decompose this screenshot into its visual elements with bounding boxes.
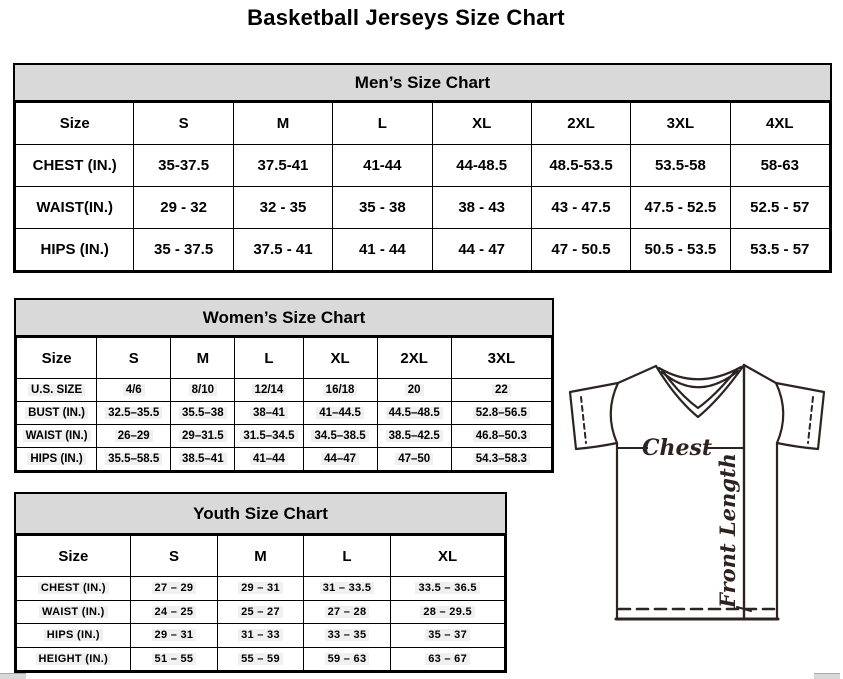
column-header: XL <box>432 103 531 145</box>
row-label: WAIST (IN.) <box>17 600 131 624</box>
size-value-cell: 52.8–56.5 <box>451 402 551 425</box>
table-row <box>16 187 830 229</box>
youth-size-table <box>16 535 505 671</box>
row-label: BUST (IN.) <box>17 402 97 425</box>
size-value-cell: 41–44.5 <box>303 402 377 425</box>
column-header: 3XL <box>631 103 730 145</box>
size-value-cell: 32.5–35.5 <box>97 402 171 425</box>
size-value-cell: 31 – 33 <box>218 624 304 648</box>
size-value-cell: 37.5 - 41 <box>233 229 332 271</box>
size-value-cell: 24 – 25 <box>130 600 218 624</box>
row-label: HEIGHT (IN.) <box>17 647 131 671</box>
jersey-diagram-svg <box>558 355 840 675</box>
jersey-diagram <box>558 355 840 675</box>
column-header: M <box>233 103 332 145</box>
youth-size-chart <box>14 492 507 673</box>
size-value-cell: 47.5 - 52.5 <box>631 187 730 229</box>
size-value-cell: 29 – 31 <box>130 624 218 648</box>
row-label: WAIST (IN.) <box>17 425 97 448</box>
table-row <box>17 402 552 425</box>
size-value-cell: 12/14 <box>235 379 303 402</box>
size-value-cell: 38.5–41 <box>171 448 235 471</box>
size-value-cell: 28 – 29.5 <box>391 600 505 624</box>
column-header: L <box>333 103 432 145</box>
size-value-cell: 58-63 <box>730 145 829 187</box>
youth-chart-title: Youth Size Chart <box>16 494 505 535</box>
size-value-cell: 22 <box>451 379 551 402</box>
column-header: 4XL <box>730 103 829 145</box>
column-header: M <box>171 338 235 379</box>
column-header: Size <box>17 338 97 379</box>
column-header: XL <box>303 338 377 379</box>
size-value-cell: 34.5–38.5 <box>303 425 377 448</box>
row-label: HIPS (IN.) <box>16 229 134 271</box>
size-value-cell: 38–41 <box>235 402 303 425</box>
size-value-cell: 33 – 35 <box>303 624 391 648</box>
size-value-cell: 8/10 <box>171 379 235 402</box>
table-row <box>17 577 505 601</box>
column-header: 2XL <box>531 103 630 145</box>
womens-size-table <box>16 337 552 471</box>
header-row <box>17 338 552 379</box>
row-label: HIPS (IN.) <box>17 624 131 648</box>
page-title: Basketball Jerseys Size Chart <box>247 5 565 30</box>
table-row <box>17 647 505 671</box>
column-header: S <box>130 536 218 577</box>
jersey-right-armhole-seam <box>776 383 783 443</box>
size-value-cell: 31 – 33.5 <box>303 577 391 601</box>
size-value-cell: 27 – 28 <box>303 600 391 624</box>
header-row <box>16 103 830 145</box>
size-value-cell: 25 – 27 <box>218 600 304 624</box>
row-label: HIPS (IN.) <box>17 448 97 471</box>
table-row <box>17 425 552 448</box>
column-header: 3XL <box>451 338 551 379</box>
size-value-cell: 35 - 38 <box>333 187 432 229</box>
row-label: CHEST (IN.) <box>17 577 131 601</box>
table-row <box>16 229 830 271</box>
table-row <box>17 448 552 471</box>
mens-chart-title: Men’s Size Chart <box>15 65 830 102</box>
jersey-left-armhole-seam <box>611 383 618 443</box>
size-value-cell: 54.3–58.3 <box>451 448 551 471</box>
table-row <box>17 624 505 648</box>
womens-size-chart <box>14 298 554 473</box>
size-value-cell: 38.5–42.5 <box>377 425 451 448</box>
size-value-cell: 31.5–34.5 <box>235 425 303 448</box>
column-header: 2XL <box>377 338 451 379</box>
left-cuff-dashed-line <box>581 397 586 443</box>
size-value-cell: 53.5 - 57 <box>730 229 829 271</box>
table-row <box>17 600 505 624</box>
size-value-cell: 63 – 67 <box>391 647 505 671</box>
size-value-cell: 47–50 <box>377 448 451 471</box>
size-value-cell: 44–47 <box>303 448 377 471</box>
size-value-cell: 53.5-58 <box>631 145 730 187</box>
size-value-cell: 4/6 <box>97 379 171 402</box>
mens-size-table <box>15 102 830 271</box>
header-row <box>17 536 505 577</box>
size-value-cell: 29 - 32 <box>134 187 233 229</box>
row-label: WAIST(IN.) <box>16 187 134 229</box>
size-value-cell: 44.5–48.5 <box>377 402 451 425</box>
mens-size-chart <box>13 63 832 273</box>
size-value-cell: 55 – 59 <box>218 647 304 671</box>
size-value-cell: 51 – 55 <box>130 647 218 671</box>
column-header: S <box>134 103 233 145</box>
row-label: U.S. SIZE <box>17 379 97 402</box>
column-header: S <box>97 338 171 379</box>
size-value-cell: 33.5 – 36.5 <box>391 577 505 601</box>
size-value-cell: 46.8–50.3 <box>451 425 551 448</box>
size-value-cell: 38 - 43 <box>432 187 531 229</box>
size-value-cell: 41-44 <box>333 145 432 187</box>
size-value-cell: 35 – 37 <box>391 624 505 648</box>
column-header: Size <box>17 536 131 577</box>
size-value-cell: 35.5–58.5 <box>97 448 171 471</box>
column-header: M <box>218 536 304 577</box>
size-value-cell: 59 – 63 <box>303 647 391 671</box>
size-value-cell: 47 - 50.5 <box>531 229 630 271</box>
size-value-cell: 20 <box>377 379 451 402</box>
column-header: XL <box>391 536 505 577</box>
size-value-cell: 32 - 35 <box>233 187 332 229</box>
size-value-cell: 35-37.5 <box>134 145 233 187</box>
chest-label: Chest <box>641 435 713 461</box>
size-value-cell: 26–29 <box>97 425 171 448</box>
column-header: L <box>235 338 303 379</box>
right-cuff-dashed-line <box>808 397 813 443</box>
size-value-cell: 48.5-53.5 <box>531 145 630 187</box>
size-value-cell: 27 – 29 <box>130 577 218 601</box>
womens-chart-title: Women’s Size Chart <box>16 300 552 337</box>
size-value-cell: 29–31.5 <box>171 425 235 448</box>
size-value-cell: 43 - 47.5 <box>531 187 630 229</box>
size-value-cell: 41 - 44 <box>333 229 432 271</box>
table-row <box>17 379 552 402</box>
size-value-cell: 44 - 47 <box>432 229 531 271</box>
front-length-label: Front Length <box>715 453 740 608</box>
column-header: L <box>303 536 391 577</box>
size-value-cell: 35.5–38 <box>171 402 235 425</box>
table-row <box>16 145 830 187</box>
size-value-cell: 16/18 <box>303 379 377 402</box>
size-value-cell: 41–44 <box>235 448 303 471</box>
row-label: CHEST (IN.) <box>16 145 134 187</box>
bottom-left-ui-fragment <box>0 673 26 679</box>
bottom-right-ui-fragment <box>814 673 840 679</box>
size-value-cell: 29 – 31 <box>218 577 304 601</box>
size-value-cell: 50.5 - 53.5 <box>631 229 730 271</box>
column-header: Size <box>16 103 134 145</box>
size-value-cell: 35 - 37.5 <box>134 229 233 271</box>
size-value-cell: 44-48.5 <box>432 145 531 187</box>
size-value-cell: 52.5 - 57 <box>730 187 829 229</box>
size-value-cell: 37.5-41 <box>233 145 332 187</box>
